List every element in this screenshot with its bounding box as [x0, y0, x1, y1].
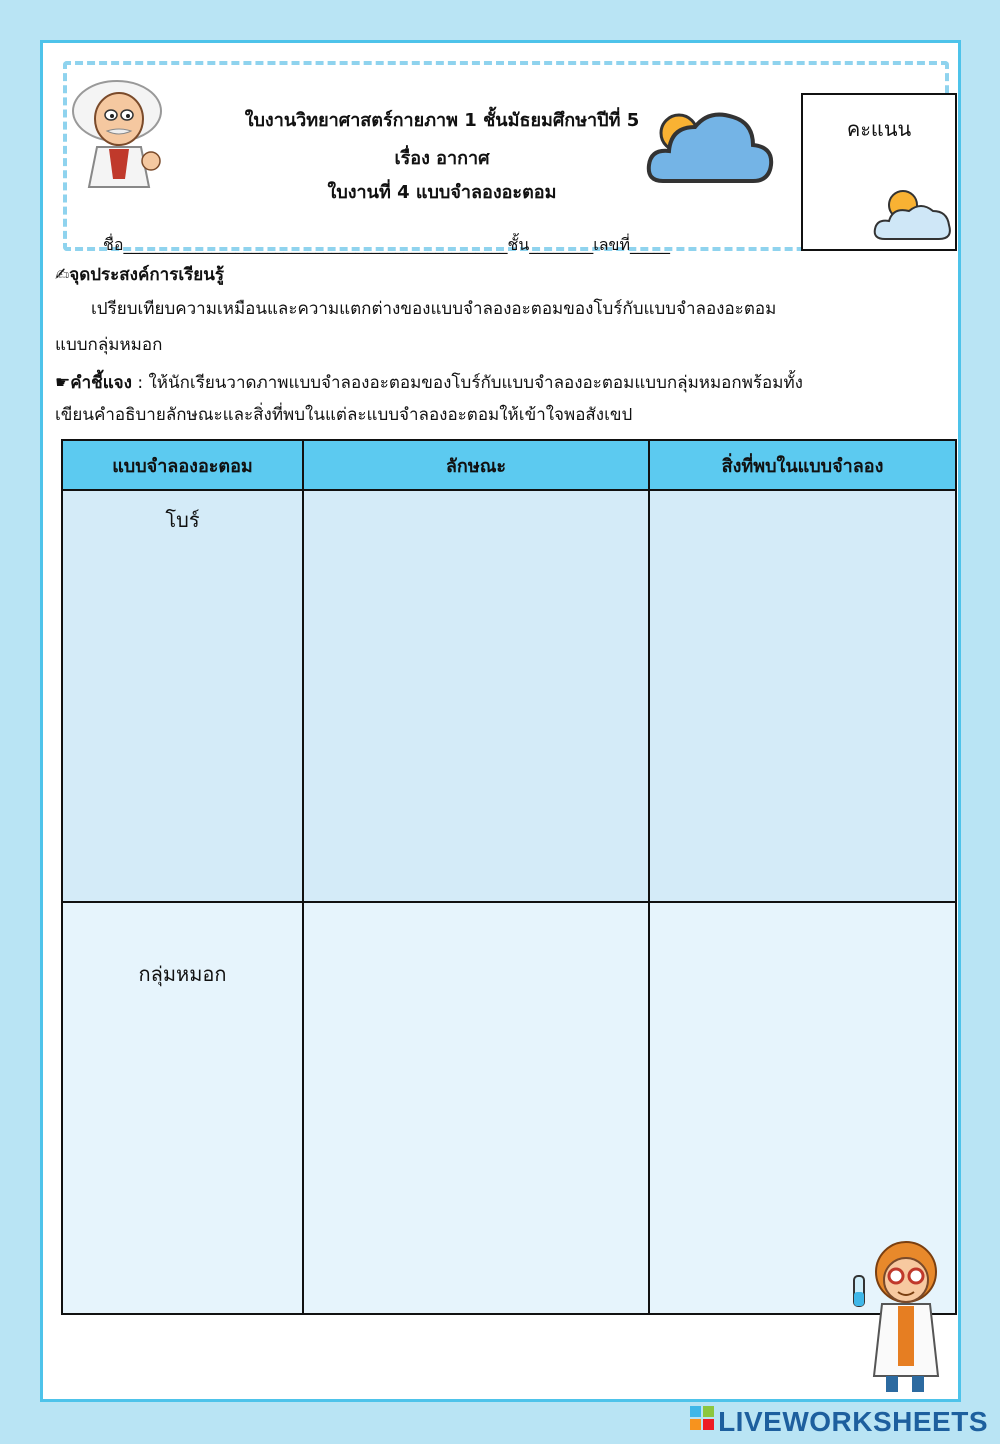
objective-heading	[55, 261, 224, 288]
objective-line-1: เปรียบเทียบความเหมือนและความแตกต่างของแบบจำลองอะตอมของโบร์กับแบบจำลองอะตอม	[91, 299, 777, 319]
score-label: คะแนน	[846, 117, 912, 141]
model-name-bohr: โบร์	[165, 508, 200, 532]
student-info-line[interactable]: ชื่อ________________________________________________ชั้น________เลขที่_____	[103, 235, 671, 254]
worksheet-number: ใบงานที่ 4 แบบจำลองอะตอม	[327, 182, 557, 203]
characteristics-cell-bohr[interactable]	[303, 490, 649, 902]
writing-hand-icon: ✍	[55, 265, 70, 285]
small-cloud-sun-icon	[871, 187, 955, 247]
worksheet-page	[40, 40, 961, 1402]
model-cell-cloud[interactable]	[62, 902, 303, 1314]
score-box[interactable]	[801, 93, 957, 251]
worksheet-topic: เรื่อง อากาศ	[394, 148, 490, 169]
header-found-in-model: สิ่งที่พบในแบบจำลอง	[649, 440, 956, 490]
table-row	[62, 902, 956, 1314]
model-cell-bohr[interactable]	[62, 490, 303, 902]
header-model: แบบจำลองอะตอม	[62, 440, 303, 490]
characteristics-cell-cloud[interactable]	[303, 902, 649, 1314]
liveworksheets-logo-icon	[690, 1406, 714, 1430]
kid-scientist-icon	[846, 1236, 958, 1396]
pointing-hand-icon: ☛	[55, 373, 71, 393]
instruction-line-1	[55, 369, 803, 396]
findings-cell-bohr[interactable]	[649, 490, 956, 902]
liveworksheets-brand: LIVEWORKSHEETS	[718, 1406, 988, 1437]
instruction-label: คำชี้แจง	[70, 373, 132, 393]
instruction-text-1: : ให้นักเรียนวาดภาพแบบจำลองอะตอมของโบร์กับแบบจำลองอะตอมแบบกลุ่มหมอกพร้อมทั้ง	[131, 373, 803, 393]
table-row	[62, 490, 956, 902]
cloud-sun-icon	[645, 105, 777, 191]
table-header-row	[62, 440, 956, 490]
atom-model-table	[61, 439, 957, 1315]
model-name-cloud: กลุ่มหมอก	[138, 962, 227, 986]
scientist-cartoon-icon	[69, 69, 169, 189]
header-characteristics: ลักษณะ	[303, 440, 649, 490]
instruction-line-2: เขียนคำอธิบายลักษณะและสิ่งที่พบในแต่ละแบบจำลองอะตอมให้เข้าใจพอสังเขป	[55, 405, 633, 425]
objective-heading-text: จุดประสงค์การเรียนรู้	[69, 265, 224, 285]
worksheet-title: ใบงานวิทยาศาสตร์กายภาพ 1 ชั้นมัธยมศึกษาปีที่ 5	[244, 110, 640, 131]
objective-line-2: แบบกลุ่มหมอก	[55, 335, 163, 355]
header-box	[63, 61, 949, 254]
